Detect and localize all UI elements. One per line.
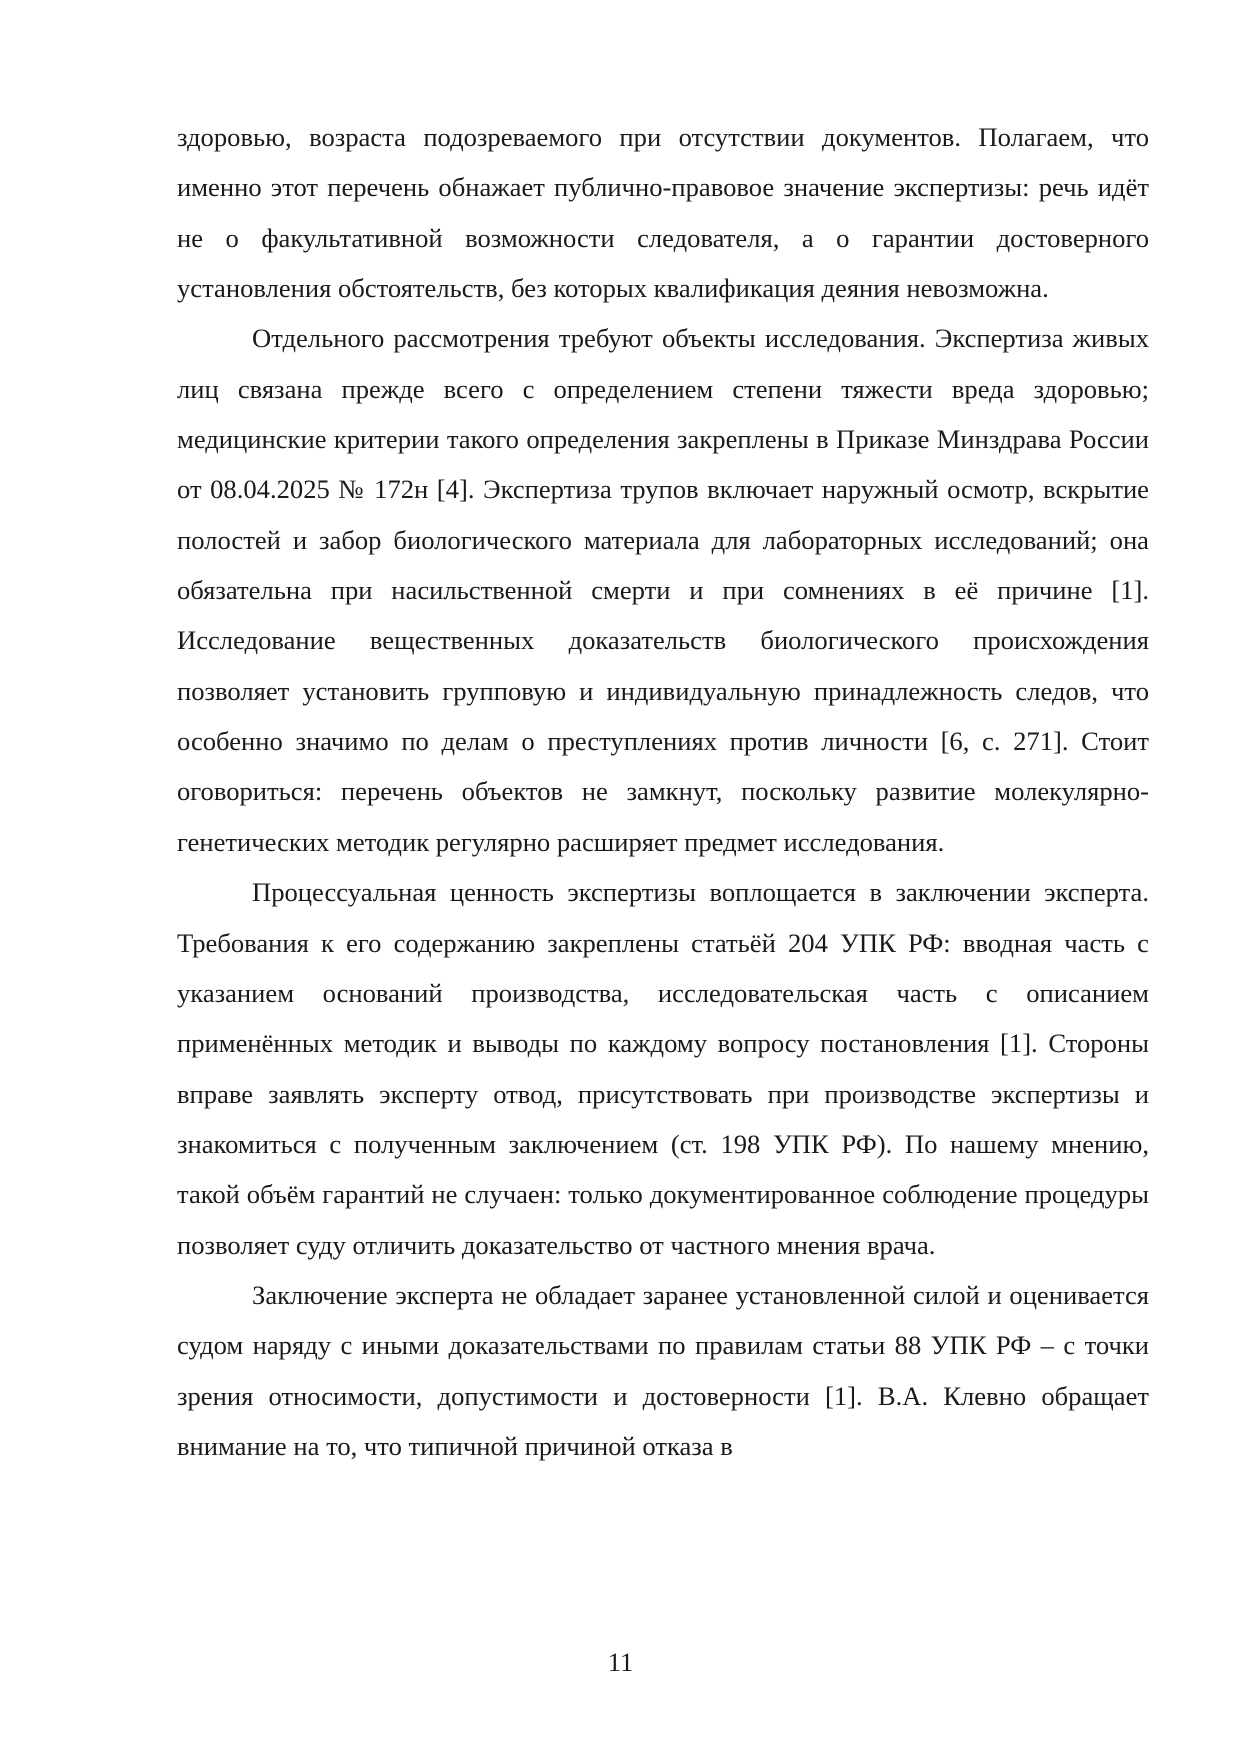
paragraph-continuation: здоровью, возраста подозреваемого при отсутствии документов. Полагаем, что именно этот перечень обнажает публично-правовое значение экспертизы: речь идёт не о факультативной возможности следователя, а о гарантии достоверного установления обстоятельств, без которых квалификация деяния невозможна. [177,122,1149,304]
paragraph-expert-conclusion: Процессуальная ценность экспертизы воплощается в заключении эксперта. Требования к его содержанию закреплены статьёй 204 УПК РФ: вводная часть с указанием оснований производства, исследовательская часть с описанием применённых методик и выводы по каждому вопросу постановления [1]. Стороны вправе заявлять эксперту отвод, присутствовать при производстве экспертизы и знакомиться с полученным заключением (ст. 198 УПК РФ). По нашему мнению, такой объём гарантий не случаен: только документированное соблюдение процедуры позволяет суду отличить доказательство от частного мнения врача. [177,877,1149,1260]
page-number: 11 [607,1647,634,1677]
paragraph-research-objects: Отдельного рассмотрения требуют объекты исследования. Экспертиза живых лиц связана прежде всего с определением степени тяжести вреда здоровью; медицинские критерии такого определения закреплены в Приказе Минздрава России от 08.04.2025 № 172н [4]. Экспертиза трупов включает наружный осмотр, вскрытие полостей и забор биологического материала для лабораторных исследований; она обязательна при насильственной смерти и при сомнениях в её причине [1]. Исследование вещественных доказательств биологического происхождения позволяет установить групповую и индивидуальную принадлежность следов, что особенно значимо по делам о преступлениях против личности [6, с. 271]. Стоит оговориться: перечень объектов не замкнут, поскольку развитие молекулярно-генетических методик регулярно расширяет предмет исследования. [177,323,1149,857]
document-page [177,112,1149,1471]
paragraph-evaluation: Заключение эксперта не обладает заранее установленной силой и оценивается судом наряду с иными доказательствами по правилам статьи 88 УПК РФ – с точки зрения относимости, допустимости и достоверности [1]. В.А. Клевно обращает внимание на то, что типичной причиной отказа в [177,1279,1149,1461]
